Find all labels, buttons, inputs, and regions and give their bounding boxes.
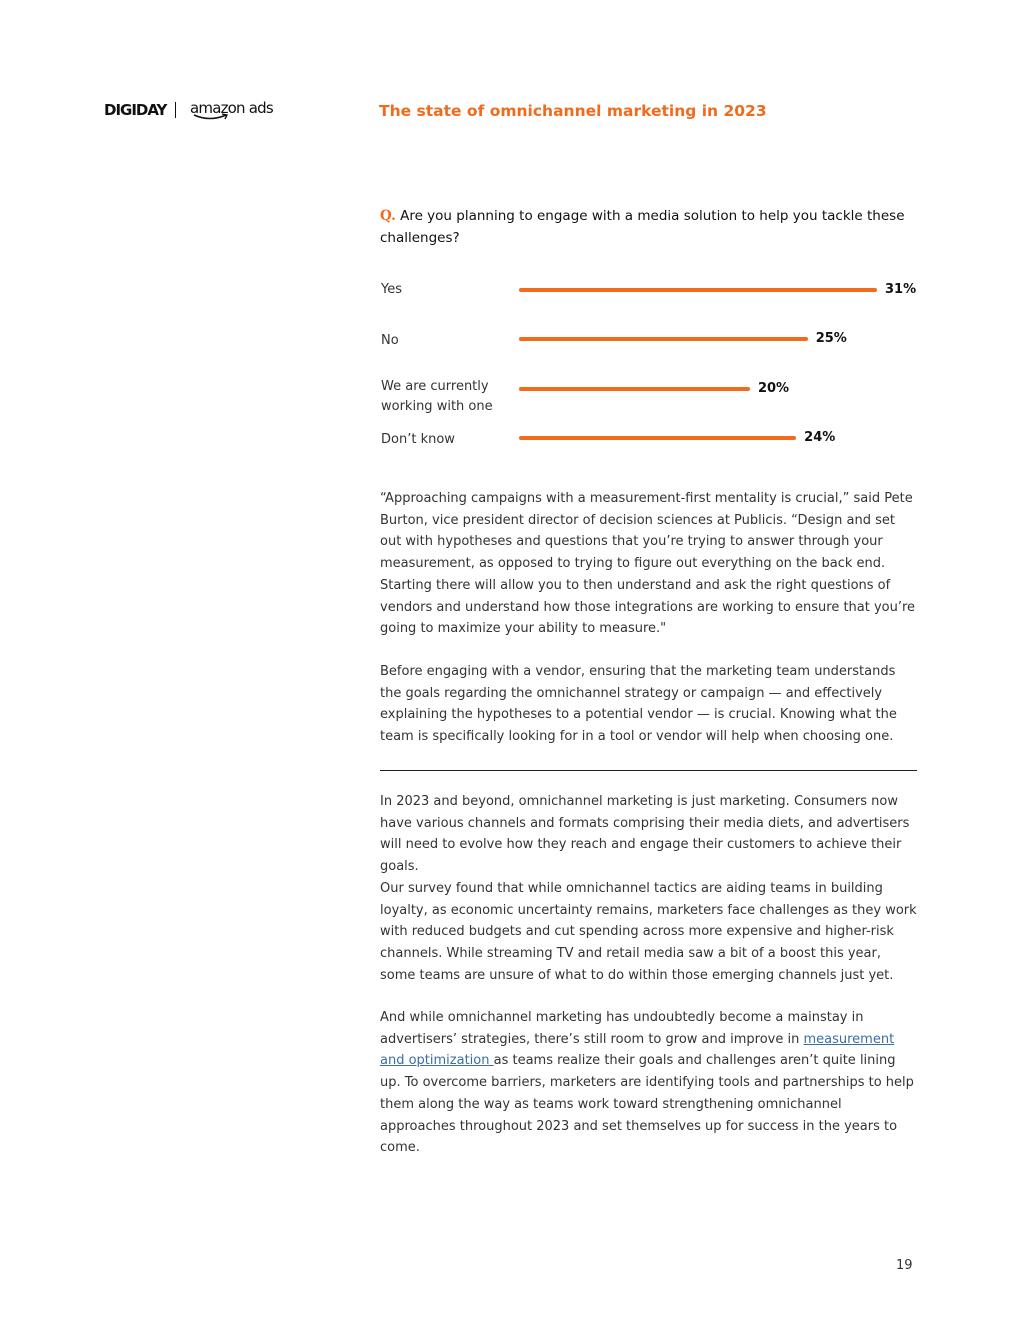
bar-category-label: We are currently working with one bbox=[381, 379, 493, 414]
conclusion-paragraph-1: In 2023 and beyond, omnichannel marketing is just marketing. Consumers now have various channels and formats comprising their media diets, and advertisers will need to evolve how they reach and engage their customers to achieve their goals. bbox=[380, 794, 910, 875]
measurement-link[interactable]: measurement and optimization bbox=[380, 1031, 895, 1069]
bar-chart bbox=[0, 0, 1020, 470]
bar-value-label: 25% bbox=[815, 331, 847, 346]
section-divider bbox=[380, 770, 917, 771]
bar bbox=[519, 436, 796, 440]
conclusion-paragraph-3 bbox=[380, 1007, 920, 1159]
conclusion-paragraph-2: Our survey found that while omnichannel tactics are aiding teams in building loyalty, as economic uncertainty remains, marketers face challenges as they work with reduced budgets and cut spending across more expensive and higher-risk channels. While streaming TV and retail media saw a bit of a boost this year, some teams are unsure of what to do within those emerging channels just yet. bbox=[380, 881, 917, 983]
quote-paragraph: “Approaching campaigns with a measurement-first mentality is crucial,” said Pete Burton, vice president director of decision sciences at Publicis. “Design and set out with hypotheses and questions that you’re trying to answer through your measurement, as opposed to trying to figure out everything on the back end. Starting there will allow you to then understand and ask the right questions of vendors and understand how those integrations are working to ensure that you’re going to maximize your ability to measure." bbox=[380, 491, 916, 637]
bar-category-label: No bbox=[381, 333, 399, 348]
amazon-ads-logo: amazon ads bbox=[190, 99, 273, 117]
question-prefix: Q. bbox=[380, 208, 396, 224]
bar bbox=[519, 337, 808, 341]
bar bbox=[519, 387, 750, 391]
bar bbox=[519, 288, 877, 292]
question-text: Are you planning to engage with a media solution to help you tackle these challenges? bbox=[380, 208, 905, 246]
bar-category-label: Yes bbox=[381, 282, 402, 297]
digiday-logo: DIGIDAY bbox=[104, 101, 167, 119]
vendor-paragraph: Before engaging with a vendor, ensuring that the marketing team understands the goals regarding the omnichannel strategy or campaign — and effectively explaining the hypotheses to a potential vendor — is crucial. Knowing what the team is specifically looking for in a tool or vendor will help when choosing one. bbox=[380, 664, 897, 745]
bar-value-label: 31% bbox=[885, 282, 917, 297]
bar-value-label: 24% bbox=[804, 430, 836, 445]
paragraph-text-before-link: And while omnichannel marketing has undoubtedly become a mainstay in advertisers’ strategies, there’s still room to grow and improve in bbox=[380, 1010, 864, 1047]
page-number: 19 bbox=[896, 1258, 913, 1273]
bar-category-label: Don’t know bbox=[381, 432, 455, 447]
report-title: The state of omnichannel marketing in 2023 bbox=[379, 102, 767, 120]
bar-value-label: 20% bbox=[757, 381, 790, 396]
paragraph-text-after-link: as teams realize their goals and challenges aren’t quite lining up. To overcome barriers, marketers are identifying tools and partnerships to help them along the way as teams work toward strengthening omnichannel approaches throughout 2023 and set themselves up for success in the years to come. bbox=[380, 1053, 914, 1156]
